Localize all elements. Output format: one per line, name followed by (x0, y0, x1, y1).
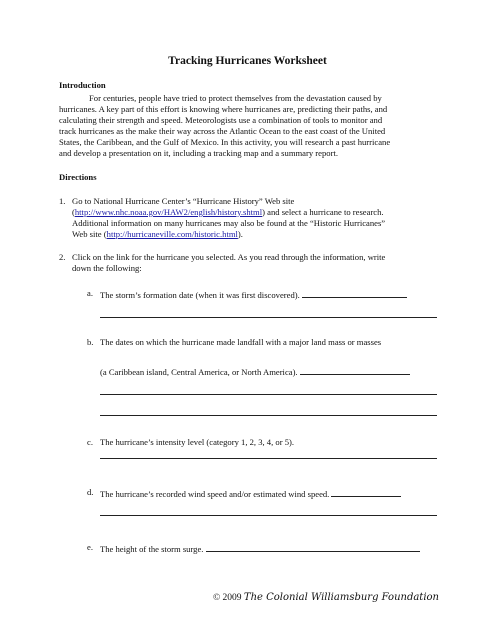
step1-line: Go to National Hurricane Center’s “Hurricane History” Web site (72, 196, 295, 206)
answer-line-b2[interactable] (100, 415, 437, 416)
copyright-footer (213, 592, 439, 603)
answer-blank-b[interactable] (300, 365, 410, 375)
direction-step-2 (59, 252, 449, 276)
step1-line: Additional information on many hurricanes may also be found at the “Historic Hurricanes” (72, 218, 386, 228)
page-title: Tracking Hurricanes Worksheet (168, 55, 327, 67)
answer-blank-e[interactable] (206, 542, 420, 552)
step1-line: Web site (http://hurricaneville.com/historic.html). (72, 229, 243, 239)
item-letter: b. (87, 337, 94, 347)
item-letter: c. (87, 437, 93, 447)
intro-line: and develop a presentation on it, including a tracking map and a summary report. (59, 148, 338, 158)
copyright-text: © 2009 (212, 593, 242, 603)
item-b (87, 337, 447, 349)
item-c-text: The hurricane’s intensity level (category 1, 2, 3, 4, or 5). (100, 437, 295, 447)
item-b-continued (100, 365, 445, 377)
item-b-text2: (a Caribbean island, Central America, or North America). (100, 367, 298, 377)
item-b-text: The dates on which the hurricane made landfall with a major land mass or masses (100, 337, 382, 347)
item-e-text: The height of the storm surge. (100, 544, 204, 554)
item-letter: d. (87, 487, 94, 497)
intro-heading: Introduction (59, 80, 106, 90)
step2-line: down the following: (72, 263, 142, 273)
intro-line: States, the Caribbean, and the Gulf of Mexico. In this activity, you will research a past hurricane (59, 137, 391, 147)
answer-line-c[interactable] (100, 458, 437, 459)
item-e (87, 542, 447, 554)
intro-paragraph (59, 93, 441, 159)
step2-line: Click on the link for the hurricane you selected. As you read through the information, write (72, 252, 386, 262)
item-c (87, 437, 447, 449)
answer-line-a[interactable] (100, 317, 437, 318)
direction-step-1 (59, 196, 449, 246)
item-a (87, 288, 447, 300)
answer-line-b1[interactable] (100, 394, 437, 395)
foundation-name: The Colonial Williamsburg Foundation (243, 592, 439, 603)
intro-line: For centuries, people have tried to protect themselves from the devastation caused by (89, 93, 382, 103)
item-a-text: The storm’s formation date (when it was first discovered). (100, 290, 300, 300)
intro-line: calculating their strength and speed. Meteorologists use a combination of tools to monitor and (59, 115, 383, 125)
hurricaneville-link[interactable]: http://hurricaneville.com/historic.html (106, 229, 238, 239)
nhc-history-link[interactable]: http://www.nhc.noaa.gov/HAW2/english/history.shtml (74, 207, 263, 217)
item-letter: a. (87, 288, 93, 298)
answer-blank-a[interactable] (302, 288, 407, 298)
answer-blank-d[interactable] (331, 487, 401, 497)
item-d-text: The hurricane’s recorded wind speed and/or estimated wind speed. (100, 489, 330, 499)
step-number: 1. (59, 196, 66, 206)
item-letter: e. (87, 542, 93, 552)
item-d (87, 487, 447, 499)
directions-heading: Directions (59, 172, 97, 182)
step-number: 2. (59, 252, 66, 262)
answer-line-d[interactable] (100, 515, 437, 516)
intro-line: hurricanes. A key part of this effort is knowing where hurricanes are, predicting their paths, and (59, 104, 388, 114)
step1-line: (http://www.nhc.noaa.gov/HAW2/english/history.shtml) and select a hurricane to research. (72, 207, 384, 217)
intro-line: track hurricanes as the make their way across the Atlantic Ocean to the east coast of the United (59, 126, 386, 136)
